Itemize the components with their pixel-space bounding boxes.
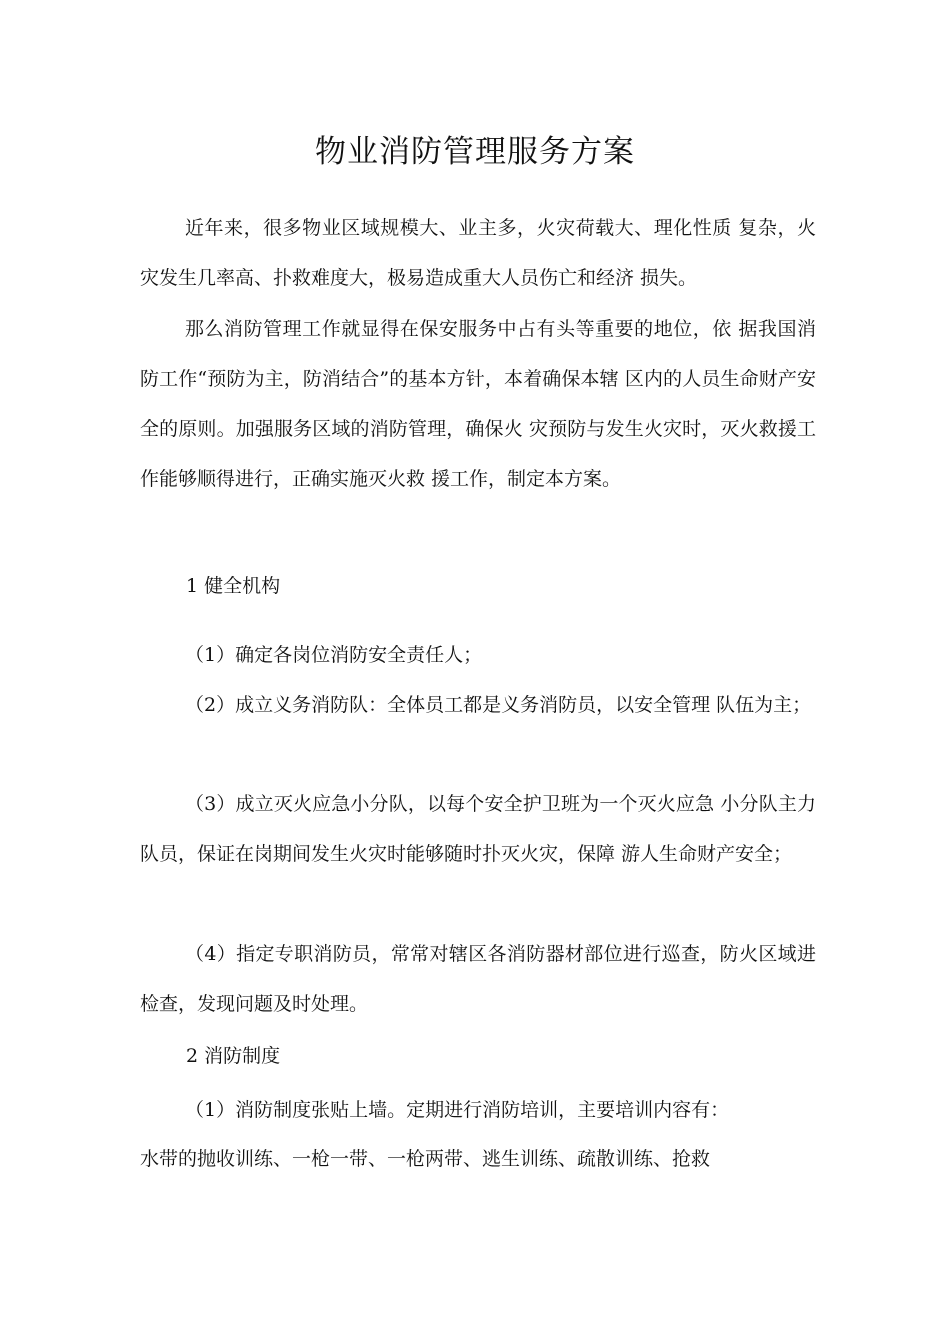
- section-2-heading: 2 消防制度: [186, 1045, 281, 1067]
- section-1-item-1: （1）确定各岗位消防安全责任人；: [185, 644, 483, 666]
- section-2-item-1-continued: 水带的抛收训练、一枪一带、一枪两带、逃生训练、疏散训练、抢救: [140, 1148, 711, 1170]
- section-1-heading: 1 健全机构: [186, 575, 281, 597]
- intro-paragraph-2: 那么消防管理工作就显得在保安服务中占有头等重要的地位，依 据我国消防工作“预防为主，防消结合”的基本方针，本着确保本辖 区内的人员生命财产安全的原则。加强服务区域的消防管理，确保火 灾预防与发生火灾时，灭火救援工作能够顺得进行，正确实施灭火救 援工作，制定本方案。: [140, 318, 816, 490]
- section-2-item-1: （1）消防制度张贴上墙。定期进行消防培训，主要培训内容有：: [185, 1099, 730, 1121]
- intro-paragraph-1: 近年来，很多物业区域规模大、业主多，火灾荷载大、理化性质 复杂，火灾发生几率高、扑救难度大，极易造成重大人员伤亡和经济 损失。: [140, 217, 816, 289]
- section-1-item-4: （4）指定专职消防员，常常对辖区各消防器材部位进行巡查，防火区域进检查，发现问题及时处理。: [140, 943, 816, 1015]
- document-title: 物业消防管理服务方案: [315, 134, 635, 170]
- section-1-item-3: （3）成立灭火应急小分队，以每个安全护卫班为一个灭火应急 小分队主力队员，保证在岗期间发生火灾时能够随时扑灭火灾，保障 游人生命财产安全；: [140, 793, 816, 865]
- section-1-item-2: （2）成立义务消防队：全体员工都是义务消防员，以安全管理 队伍为主；: [185, 694, 812, 716]
